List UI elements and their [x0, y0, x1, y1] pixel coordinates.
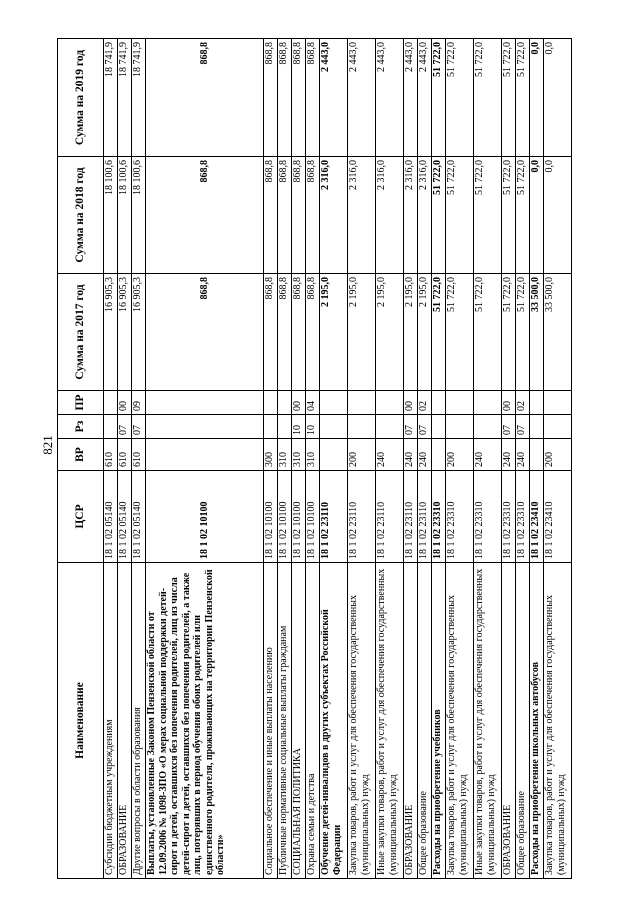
cell-2019: 18 741,9	[104, 39, 118, 157]
cell-csr: 18 1 02 10100	[292, 471, 306, 563]
cell-2018: 868,8	[278, 157, 292, 274]
cell-pr	[348, 391, 376, 415]
cell-2017: 868,8	[306, 274, 320, 391]
cell-2018: 51 722,0	[432, 157, 446, 274]
table-row	[404, 39, 418, 879]
cell-name: ОБРАЗОВАНИЕ	[404, 563, 418, 879]
cell-csr: 18 1 02 10100	[306, 471, 320, 563]
cell-vr	[146, 439, 264, 471]
cell-vr: 610	[118, 439, 132, 471]
table-row	[530, 39, 544, 879]
table-row	[264, 39, 278, 879]
table-row	[292, 39, 306, 879]
cell-2019: 2 443,0	[404, 39, 418, 157]
header-2017: Сумма на 2017 год	[58, 274, 104, 391]
cell-vr: 310	[306, 439, 320, 471]
cell-vr: 240	[502, 439, 516, 471]
cell-2019: 2 443,0	[376, 39, 404, 157]
cell-2018: 2 316,0	[348, 157, 376, 274]
cell-2017: 51 722,0	[474, 274, 502, 391]
cell-csr: 18 1 02 23110	[418, 471, 432, 563]
table-row	[446, 39, 474, 879]
cell-2017: 2 195,0	[320, 274, 348, 391]
cell-csr: 18 1 02 23110	[348, 471, 376, 563]
cell-pr	[376, 391, 404, 415]
cell-name: Иные закупки товаров, работ и услуг для обеспечения государственных (муниципальных) нужд	[376, 563, 404, 879]
cell-2018: 2 316,0	[418, 157, 432, 274]
cell-pr: 00	[502, 391, 516, 415]
cell-vr: 240	[376, 439, 404, 471]
cell-name: Выплаты, установленные Законом Пензенской области от 12.09.2006 № 1098-ЗПО «О мерах социальной поддержки детей-сирот и детей, оставшихся без попечения родителей, лиц из числа детей-сирот и детей, оставшихся без попечения родителей, а также лиц, потерявших в период обучения обоих родителей или единственного родителя, проживающих на территории Пензенской области»	[146, 563, 264, 879]
cell-pr	[432, 391, 446, 415]
cell-pr	[446, 391, 474, 415]
cell-2019: 0,0	[544, 39, 572, 157]
cell-2018: 51 722,0	[474, 157, 502, 274]
cell-2017: 868,8	[292, 274, 306, 391]
cell-name: Общее образование	[418, 563, 432, 879]
cell-2019: 18 741,9	[118, 39, 132, 157]
cell-csr: 18 1 02 23110	[320, 471, 348, 563]
cell-2017: 2 195,0	[418, 274, 432, 391]
cell-2017: 868,8	[278, 274, 292, 391]
table-row	[348, 39, 376, 879]
cell-name: Закупка товаров, работ и услуг для обеспечения государственных (муниципальных) нужд	[544, 563, 572, 879]
cell-rz	[146, 415, 264, 439]
cell-name: Другие вопросы в области образования	[132, 563, 146, 879]
page-number: 821	[40, 435, 55, 455]
cell-2019: 2 443,0	[348, 39, 376, 157]
cell-2019: 51 722,0	[446, 39, 474, 157]
cell-pr: 02	[516, 391, 530, 415]
cell-csr: 18 1 02 23410	[530, 471, 544, 563]
cell-2019: 51 722,0	[516, 39, 530, 157]
cell-2019: 868,8	[306, 39, 320, 157]
cell-name: Закупка товаров, работ и услуг для обеспечения государственных (муниципальных) нужд	[348, 563, 376, 879]
cell-rz: 07	[404, 415, 418, 439]
cell-csr: 18 1 02 05140	[104, 471, 118, 563]
header-2019: Сумма на 2019 год	[58, 39, 104, 157]
cell-2018: 51 722,0	[516, 157, 530, 274]
cell-2019: 868,8	[292, 39, 306, 157]
cell-csr: 18 1 02 23310	[446, 471, 474, 563]
cell-rz	[264, 415, 278, 439]
cell-2018: 868,8	[146, 157, 264, 274]
table-row	[418, 39, 432, 879]
cell-2017: 51 722,0	[432, 274, 446, 391]
cell-2017: 51 722,0	[516, 274, 530, 391]
cell-vr: 610	[104, 439, 118, 471]
cell-rz: 07	[118, 415, 132, 439]
cell-vr: 240	[418, 439, 432, 471]
table-body	[104, 39, 572, 879]
cell-rz: 07	[418, 415, 432, 439]
cell-rz	[446, 415, 474, 439]
cell-csr: 18 1 02 23310	[474, 471, 502, 563]
cell-2017: 2 195,0	[348, 274, 376, 391]
cell-name: ОБРАЗОВАНИЕ	[502, 563, 516, 879]
cell-vr	[432, 439, 446, 471]
cell-vr: 240	[404, 439, 418, 471]
cell-2019: 0,0	[530, 39, 544, 157]
cell-rz: 07	[516, 415, 530, 439]
cell-name: Публичные нормативные социальные выплаты гражданам	[278, 563, 292, 879]
table-row	[104, 39, 118, 879]
cell-csr: 18 1 02 23110	[404, 471, 418, 563]
table-row	[516, 39, 530, 879]
header-2018: Сумма на 2018 год	[58, 157, 104, 274]
cell-vr: 240	[474, 439, 502, 471]
cell-2018: 51 722,0	[502, 157, 516, 274]
cell-rz	[376, 415, 404, 439]
cell-2018: 0,0	[544, 157, 572, 274]
table-row	[376, 39, 404, 879]
cell-vr: 200	[348, 439, 376, 471]
cell-2019: 51 722,0	[502, 39, 516, 157]
cell-rz	[544, 415, 572, 439]
cell-pr: 04	[306, 391, 320, 415]
table-row	[432, 39, 446, 879]
cell-name: Обучение детей-инвалидов в других субъектах Российской Федерации	[320, 563, 348, 879]
cell-pr	[146, 391, 264, 415]
cell-vr	[530, 439, 544, 471]
cell-name: Расходы на приобретение учебников	[432, 563, 446, 879]
cell-name: Социальное обеспечение и иные выплаты населению	[264, 563, 278, 879]
cell-pr: 02	[418, 391, 432, 415]
cell-vr: 300	[264, 439, 278, 471]
cell-2018: 2 316,0	[404, 157, 418, 274]
header-vr: ВР	[58, 439, 104, 471]
cell-2018: 0,0	[530, 157, 544, 274]
cell-pr	[530, 391, 544, 415]
cell-rz	[474, 415, 502, 439]
cell-2017: 51 722,0	[446, 274, 474, 391]
table-row	[146, 39, 264, 879]
cell-rz	[530, 415, 544, 439]
header-csr: ЦСР	[58, 471, 104, 563]
cell-rz	[432, 415, 446, 439]
cell-2017: 868,8	[146, 274, 264, 391]
cell-2017: 868,8	[264, 274, 278, 391]
cell-2018: 18 100,6	[104, 157, 118, 274]
cell-rz	[348, 415, 376, 439]
cell-pr	[474, 391, 502, 415]
cell-2019: 18 741,9	[132, 39, 146, 157]
cell-2018: 868,8	[292, 157, 306, 274]
cell-rz	[278, 415, 292, 439]
cell-rz: 10	[306, 415, 320, 439]
cell-name: Иные закупки товаров, работ и услуг для обеспечения государственных (муниципальных) нужд	[474, 563, 502, 879]
cell-2019: 2 443,0	[320, 39, 348, 157]
cell-csr: 18 1 02 23110	[376, 471, 404, 563]
cell-2018: 868,8	[306, 157, 320, 274]
table-row	[544, 39, 572, 879]
cell-2018: 51 722,0	[446, 157, 474, 274]
cell-2017: 33 500,0	[544, 274, 572, 391]
cell-2018: 2 316,0	[376, 157, 404, 274]
cell-pr: 00	[404, 391, 418, 415]
cell-csr: 18 1 02 05140	[118, 471, 132, 563]
cell-vr: 610	[132, 439, 146, 471]
cell-vr: 310	[292, 439, 306, 471]
cell-csr: 18 1 02 10100	[146, 471, 264, 563]
cell-2017: 2 195,0	[404, 274, 418, 391]
cell-pr	[104, 391, 118, 415]
cell-name: Закупка товаров, работ и услуг для обеспечения государственных (муниципальных) нужд	[446, 563, 474, 879]
budget-table	[57, 38, 572, 879]
cell-vr: 240	[516, 439, 530, 471]
cell-vr: 200	[544, 439, 572, 471]
cell-2019: 2 443,0	[418, 39, 432, 157]
cell-2019: 51 722,0	[474, 39, 502, 157]
table-row	[502, 39, 516, 879]
table-row	[306, 39, 320, 879]
table-row	[320, 39, 348, 879]
cell-2019: 868,8	[146, 39, 264, 157]
cell-pr	[278, 391, 292, 415]
cell-name: Субсидии бюджетным учреждениям	[104, 563, 118, 879]
cell-2019: 868,8	[278, 39, 292, 157]
cell-2017: 33 500,0	[530, 274, 544, 391]
cell-2019: 868,8	[264, 39, 278, 157]
cell-rz: 10	[292, 415, 306, 439]
cell-2017: 51 722,0	[502, 274, 516, 391]
cell-pr: 09	[132, 391, 146, 415]
cell-pr	[264, 391, 278, 415]
table-header-row	[58, 39, 104, 879]
cell-pr	[544, 391, 572, 415]
header-rz: Рз	[58, 415, 104, 439]
table-row	[132, 39, 146, 879]
cell-csr: 18 1 02 10100	[264, 471, 278, 563]
cell-2017: 16 905,3	[118, 274, 132, 391]
cell-csr: 18 1 02 23410	[544, 471, 572, 563]
cell-vr: 310	[278, 439, 292, 471]
header-pr: ПР	[58, 391, 104, 415]
cell-csr: 18 1 02 23310	[432, 471, 446, 563]
cell-vr	[320, 439, 348, 471]
table-row	[474, 39, 502, 879]
cell-2018: 18 100,6	[132, 157, 146, 274]
cell-name: Охрана семьи и детства	[306, 563, 320, 879]
cell-name: ОБРАЗОВАНИЕ	[118, 563, 132, 879]
table-row	[278, 39, 292, 879]
cell-2019: 51 722,0	[432, 39, 446, 157]
cell-pr: 00	[118, 391, 132, 415]
header-name: Наименование	[58, 563, 104, 879]
cell-name: Общее образование	[516, 563, 530, 879]
cell-pr: 00	[292, 391, 306, 415]
cell-rz	[320, 415, 348, 439]
cell-2017: 2 195,0	[376, 274, 404, 391]
table-row	[118, 39, 132, 879]
cell-rz: 07	[502, 415, 516, 439]
cell-rz: 07	[132, 415, 146, 439]
cell-csr: 18 1 02 23310	[516, 471, 530, 563]
cell-2017: 16 905,3	[104, 274, 118, 391]
cell-csr: 18 1 02 10100	[278, 471, 292, 563]
cell-pr	[320, 391, 348, 415]
cell-2018: 2 316,0	[320, 157, 348, 274]
cell-vr: 200	[446, 439, 474, 471]
cell-2017: 16 905,3	[132, 274, 146, 391]
cell-csr: 18 1 02 23310	[502, 471, 516, 563]
cell-name: Расходы на приобретение школьных автобусов	[530, 563, 544, 879]
cell-2018: 18 100,6	[118, 157, 132, 274]
cell-2018: 868,8	[264, 157, 278, 274]
rotated-table-container	[57, 39, 577, 879]
cell-name: СОЦИАЛЬНАЯ ПОЛИТИКА	[292, 563, 306, 879]
cell-rz	[104, 415, 118, 439]
cell-csr: 18 1 02 05140	[132, 471, 146, 563]
